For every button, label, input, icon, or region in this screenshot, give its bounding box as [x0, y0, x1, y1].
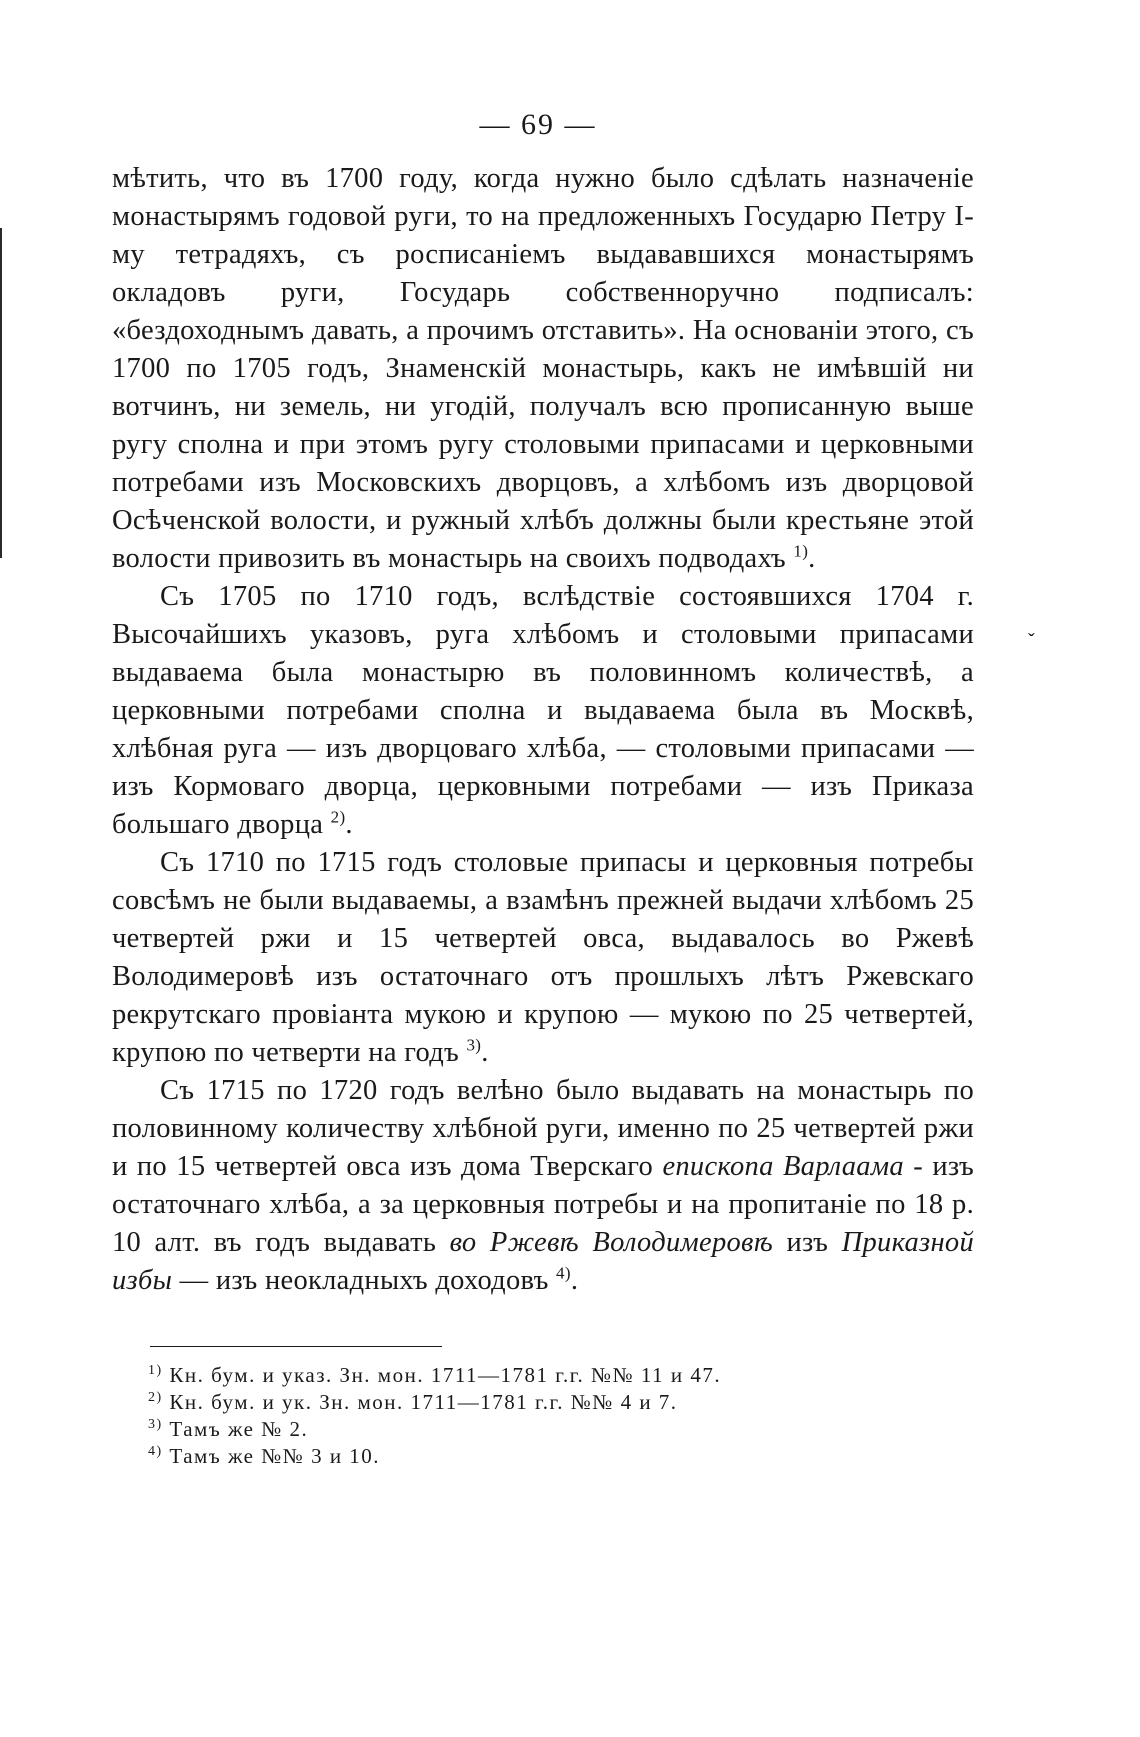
footnote	[148, 1389, 928, 1416]
text-segment: Съ 1715 по 1720 годъ велѣно было выдавать на монастырь по половинному количеству хлѣбной руги, именно по 25 четвертей ржи и по 15 четвертей овса изъ дома Тверскаго	[112, 1075, 974, 1182]
main-text	[112, 160, 974, 1300]
footnote-text: Тамъ же № 2.	[169, 1417, 309, 1441]
margin-mark: ˇ	[1028, 630, 1035, 652]
page-number: — 69 —	[479, 108, 597, 141]
footnote-text: Кн. бум. и ук. Зн. мон. 1711—1781 г.г. №№ 4 и 7.	[169, 1390, 678, 1414]
scan-edge-mark	[0, 228, 2, 558]
footnote-text: Тамъ же №№ 3 и 10.	[169, 1444, 381, 1468]
text-segment: изъ	[773, 1227, 842, 1258]
footnote	[148, 1362, 928, 1389]
footnote-number: 2)	[148, 1390, 163, 1405]
footnote-number: 4)	[148, 1444, 163, 1459]
paragraph	[112, 844, 974, 1072]
text-segment: — изъ неокладныхъ доходовъ	[172, 1265, 557, 1296]
footnote-reference: 1)	[793, 541, 809, 561]
italic-text: во Ржевѣ Володимеровѣ	[449, 1227, 774, 1258]
text-segment: Съ 1710 по 1715 годъ столовые припасы и церковныя потребы совсѣмъ не были выдаваемы, а взамѣнъ прежней выдачи хлѣбомъ 25 четвертей ржи и 15 четвертей овса, выдавалось во Ржевѣ Володимеровѣ изъ остаточнаго отъ прошлыхъ лѣтъ Ржевскаго рекрутскаго провіанта мукою и крупою — мукою по 25 четвертей, крупою по четверти на годъ	[112, 847, 974, 1068]
footnote-number: 3)	[148, 1417, 163, 1432]
text-segment: мѣтить, что въ 1700 году, когда нужно было сдѣлать назначеніе монастырямъ годовой руги, то на предложенныхъ Государю Петру I-му тетрадяхъ, съ росписаніемъ выдававшихся монастырямъ окладовъ руги, Государь собственноручно подписалъ: «бездоходнымъ давать, а прочимъ отставить». На основаніи этого, съ 1700 по 1705 годъ, Знаменскій монастырь, какъ не имѣвшій ни вотчинъ, ни земель, ни угодій, получалъ всю прописанную выше ругу сполна и при этомъ ругу столовыми припасами и церковными потребами изъ Московскихъ дворцовъ, а хлѣбомъ изъ дворцовой Осѣченской волости, и ружный хлѣбъ должны были крестьяне этой волости привозить въ монастырь на своихъ подводахъ	[112, 163, 974, 574]
text-segment: - изъ остаточнаго хлѣба, а за церковныя потребы и на пропитаніе по 18 р. 10 алт. въ годъ выдавать	[112, 1151, 975, 1258]
paragraph	[112, 160, 974, 578]
footnote	[148, 1443, 928, 1470]
text-segment: .	[481, 1037, 489, 1068]
text-segment: Съ 1705 по 1710 годъ, вслѣдствіе состоявшихся 1704 г. Высочайшихъ указовъ, руга хлѣбомъ и столовыми припасами выдаваема была монастырю въ половинномъ количествѣ, а церковными потребами сполна и выдаваема была въ Москвѣ, хлѣбная руга — изъ дворцоваго хлѣба, — столовыми припасами — изъ Кормоваго дворца, церковными потребами — изъ Приказа большаго дворца	[112, 581, 974, 840]
footnote-reference: 2)	[330, 807, 346, 827]
text-segment: .	[808, 543, 816, 574]
footnote-divider	[150, 1346, 442, 1347]
footnote-text: Кн. бум. и указ. Зн. мон. 1711—1781 г.г. №№ 11 и 47.	[169, 1363, 722, 1387]
footnotes	[148, 1362, 928, 1470]
italic-text: епископа Варлаама	[662, 1151, 904, 1182]
footnote-number: 1)	[148, 1363, 163, 1378]
footnote	[148, 1416, 928, 1443]
paragraph	[112, 1072, 974, 1300]
paragraph	[112, 578, 974, 844]
italic-text: Приказной избы	[112, 1227, 975, 1296]
footnote-reference: 3)	[466, 1035, 482, 1055]
text-segment: .	[570, 1265, 579, 1296]
text-segment: .	[345, 809, 353, 840]
footnote-reference: 4)	[556, 1263, 571, 1283]
